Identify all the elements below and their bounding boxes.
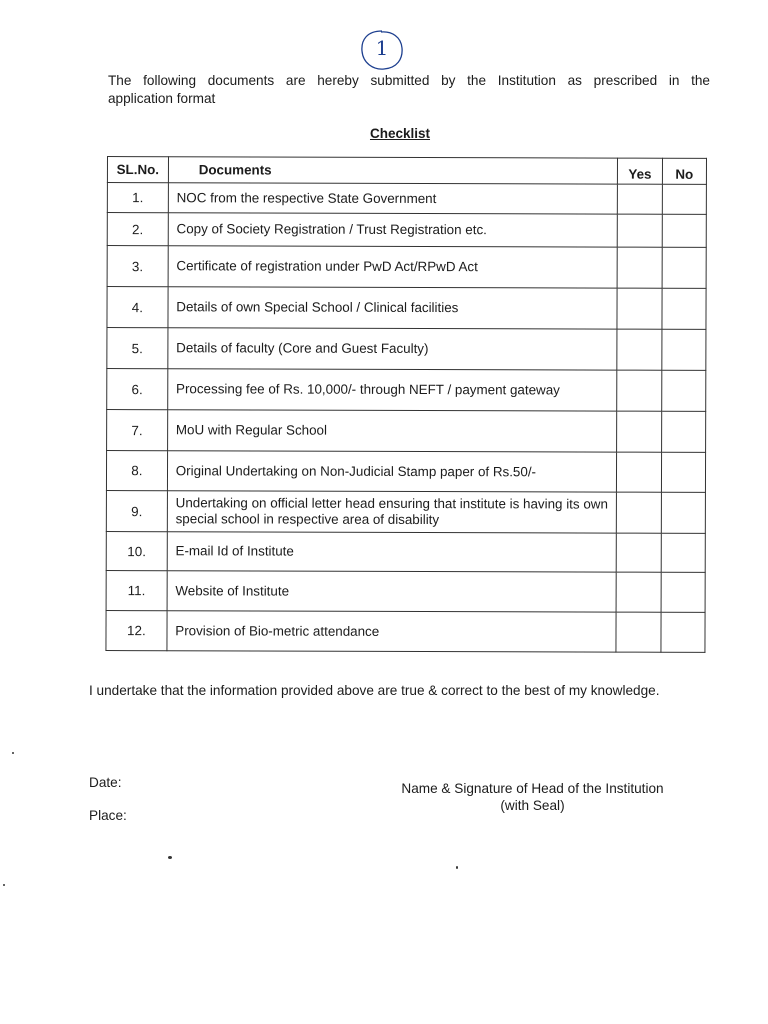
table-row (107, 328, 706, 371)
intro-line-1: The following documents are hereby submitted by the Institution as prescribed in the (108, 73, 710, 88)
yes-checkbox-cell[interactable] (617, 370, 662, 411)
yes-checkbox-cell[interactable] (616, 572, 661, 612)
no-checkbox-cell[interactable] (661, 411, 705, 452)
no-checkbox-cell[interactable] (661, 492, 705, 533)
row-sl-no: 3. (107, 246, 168, 287)
no-checkbox-cell[interactable] (662, 214, 706, 247)
checklist-table (105, 156, 707, 653)
row-document: Undertaking on official letter head ensuring that institute is having its own special school in respective area of disability (167, 491, 617, 533)
no-checkbox-cell[interactable] (661, 533, 705, 572)
yes-checkbox-cell[interactable] (617, 329, 662, 370)
row-document: NOC from the respective State Government (168, 183, 618, 214)
yes-checkbox-cell[interactable] (616, 612, 661, 652)
row-sl-no: 12. (106, 610, 167, 650)
scan-speck (12, 752, 14, 754)
yes-checkbox-cell[interactable] (616, 533, 661, 572)
intro-line-2: application format (108, 91, 216, 106)
intro-paragraph (108, 72, 710, 108)
table-row (106, 531, 705, 572)
checklist-header-row (107, 157, 706, 185)
checklist-title: Checklist (369, 126, 431, 141)
row-document: Details of faculty (Core and Guest Faculty) (168, 328, 618, 370)
row-document: Processing fee of Rs. 10,000/- through NEFT / payment gateway (167, 369, 617, 411)
row-document: Website of Institute (167, 571, 617, 612)
no-checkbox-cell[interactable] (661, 612, 705, 652)
scan-speck (456, 866, 458, 869)
yes-checkbox-cell[interactable] (617, 214, 662, 247)
declaration-text: I undertake that the information provided above are true & correct to the best of my knowledge. (89, 683, 660, 698)
no-checkbox-cell[interactable] (662, 247, 706, 288)
no-checkbox-cell[interactable] (661, 572, 705, 612)
signature-line-2: (with Seal) (500, 798, 565, 813)
scan-speck (3, 884, 5, 886)
date-label: Date: (89, 775, 122, 790)
table-row (106, 451, 705, 493)
row-sl-no: 1. (107, 183, 168, 213)
yes-checkbox-cell[interactable] (617, 247, 662, 288)
header-no: No (662, 158, 706, 184)
table-row (107, 183, 706, 215)
table-row (107, 369, 706, 412)
scan-speck (168, 856, 172, 859)
row-sl-no: 10. (106, 531, 167, 570)
no-checkbox-cell[interactable] (661, 370, 705, 411)
row-sl-no: 2. (107, 213, 168, 246)
row-document: MoU with Regular School (167, 410, 617, 452)
no-checkbox-cell[interactable] (662, 329, 706, 370)
page-number-mark (357, 28, 407, 72)
row-document: E-mail Id of Institute (167, 532, 617, 572)
table-row (107, 246, 706, 289)
table-row (106, 570, 705, 612)
no-checkbox-cell[interactable] (662, 184, 706, 214)
row-document: Provision of Bio-metric attendance (167, 611, 617, 652)
yes-checkbox-cell[interactable] (617, 492, 662, 533)
page-number: 1 (375, 36, 389, 60)
header-sl-no: SL.No. (107, 157, 168, 183)
table-row (107, 287, 706, 330)
yes-checkbox-cell[interactable] (617, 452, 662, 492)
row-sl-no: 8. (106, 451, 167, 491)
table-row (106, 610, 705, 652)
row-sl-no: 4. (107, 287, 168, 328)
no-checkbox-cell[interactable] (661, 452, 705, 492)
row-sl-no: 5. (107, 328, 168, 369)
signature-line-1: Name & Signature of Head of the Institution (401, 781, 664, 796)
row-sl-no: 6. (107, 369, 168, 410)
header-documents: Documents (168, 157, 618, 184)
header-yes: Yes (618, 158, 663, 184)
table-row (106, 490, 705, 533)
row-sl-no: 9. (106, 490, 167, 531)
table-row (107, 410, 706, 453)
yes-checkbox-cell[interactable] (617, 288, 662, 329)
row-sl-no: 11. (106, 570, 167, 610)
no-checkbox-cell[interactable] (662, 288, 706, 329)
yes-checkbox-cell[interactable] (617, 411, 662, 452)
row-sl-no: 7. (107, 410, 168, 451)
place-label: Place: (89, 808, 127, 823)
row-document: Details of own Special School / Clinical facilities (168, 287, 618, 329)
row-document: Original Undertaking on Non-Judicial Stamp paper of Rs.50/- (167, 451, 617, 492)
row-document: Certificate of registration under PwD Act/RPwD Act (168, 246, 618, 288)
table-row (107, 213, 706, 248)
yes-checkbox-cell[interactable] (618, 184, 663, 214)
row-document: Copy of Society Registration / Trust Registration etc. (168, 213, 618, 247)
signature-block (390, 780, 675, 814)
